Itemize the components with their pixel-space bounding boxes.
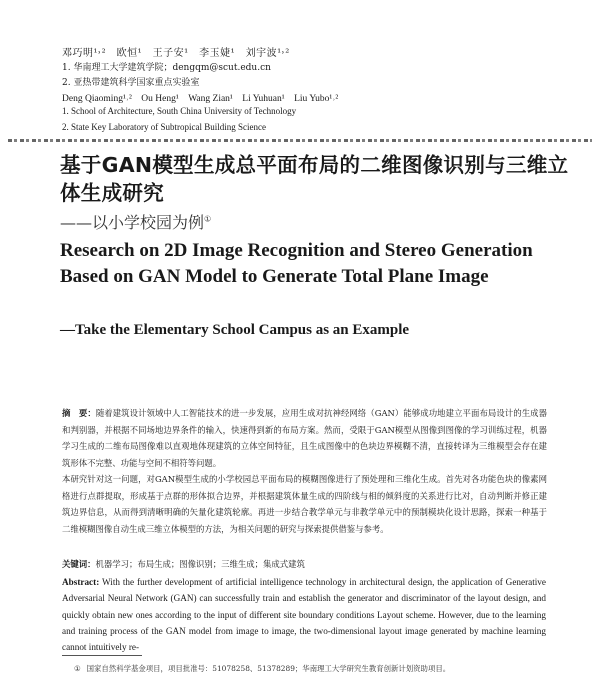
- abstract-cn-text-1: 随着建筑设计领域中人工智能技术的进一步发展，应用生成对抗神经网络（GAN）能够成功地建立平面布局设计的生成器和判别器，并根据不同场地边界条件的输入，快速得到新的布局方案。然而，受限于GAN模型从图像到图像的学习训练过程，机器学习生成的二维布局图像难以直观地体现建筑的立体空间特征，且生成图像中的色块边界模糊不清，直接转译为三维模型会存在建筑形体不完整、功能与空间不相符等问题。: [62, 408, 547, 468]
- affiliation-cn-2: 2. 亚热带建筑科学国家重点实验室: [62, 78, 200, 88]
- subtitle-en: —Take the Elementary School Campus as an Example: [60, 322, 410, 338]
- header-divider: [8, 139, 592, 142]
- footnote-rule: [62, 655, 142, 656]
- abstract-cn: [62, 405, 547, 537]
- keywords-text: 机器学习；布局生成；图像识别；三维生成；集成式建筑: [95, 559, 305, 569]
- subtitle-cn-footnote-mark: ①: [204, 214, 212, 224]
- subtitle-cn-text: ——以小学校园为例: [60, 213, 205, 232]
- footnote: [74, 663, 450, 674]
- title-en: Research on 2D Image Recognition and Stereo Generation Based on GAN Model to Generate Total Plane Image: [60, 240, 533, 287]
- authors-en: Deng Qiaoming¹˒² Ou Heng¹ Wang Zian¹ Li Yuhuan¹ Liu Yubo¹˒²: [62, 94, 339, 104]
- subtitle-cn: [60, 210, 211, 233]
- affiliation-cn-1: 1. 华南理工大学建筑学院；dengqm@scut.edu.cn: [62, 63, 271, 73]
- affiliation-en-1: 1. School of Architecture, South China University of Technology: [62, 106, 297, 116]
- abstract-en-text: With the further development of artificial intelligence technology in architectural design, the application of Generative Adversarial Neural Network (GAN) can successfully train and establish the generator and discriminator of the layout design, and quickly obtain new ones according to the input of different site boundary conditions Layout scheme. However, due to the learning and training process of the GAN model from image to image, the two-dimensional layout image generated by machine learning cannot intuitively re-: [62, 577, 546, 653]
- title-cn: 基于GAN模型生成总平面布局的二维图像识别与三维立体生成研究: [60, 153, 569, 205]
- keywords-label: 关键词：: [62, 559, 96, 569]
- affiliation-en-2: 2. State Key Laboratory of Subtropical Building Science: [62, 122, 266, 132]
- keywords-cn: [62, 558, 547, 570]
- abstract-cn-paragraph-1: [62, 405, 547, 471]
- authors-cn: 邓巧明¹˒² 欧恒¹ 王子安¹ 李玉婕¹ 刘宇波¹˒²: [62, 48, 290, 59]
- abstract-en: [62, 574, 546, 655]
- footnote-text: 国家自然科学基金项目，项目批准号：51078258、51378289；华南理工大学研究生教育创新计划资助项目。: [86, 664, 451, 673]
- footnote-mark: ①: [74, 664, 81, 673]
- abstract-cn-paragraph-2: 本研究针对这一问题，对GAN模型生成的小学校园总平面布局的模糊图像进行了预处理和三维化生成。首先对各功能色块的像素网格进行点群提取，形成基于点群的形体拟合边界，并根据建筑体量生成的四阶线与相的倾斜度的关系进行比对，自动判断并修正建筑边界信息，从而得到清晰明确的矢量化建筑轮廓。再进一步结合教学单元与非教学单元中的预制模块化设计思路，探索一种基于二维模糊图像自动生成三维立体模型的方法，为相关问题的研究与探索提供借鉴与参考。: [62, 474, 547, 534]
- abstract-cn-label: 摘 要：: [62, 408, 96, 418]
- abstract-en-label: Abstract:: [62, 577, 100, 587]
